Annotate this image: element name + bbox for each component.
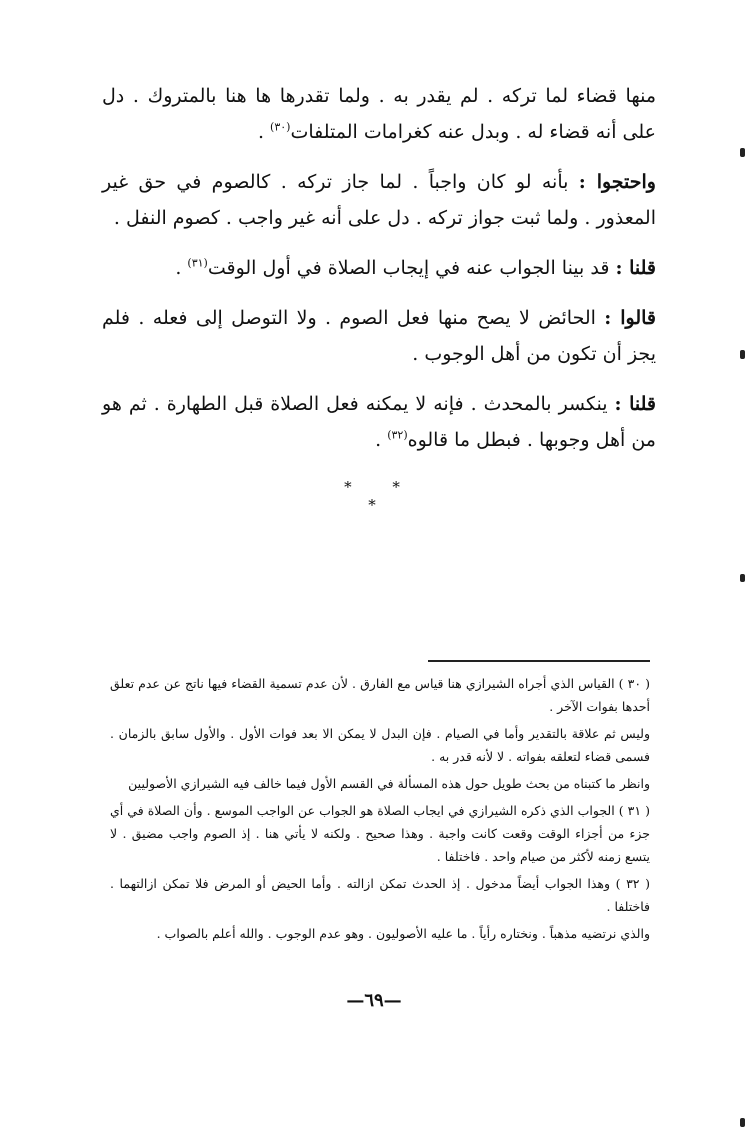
footnote-ref-32: (٣٢) bbox=[387, 428, 408, 442]
main-text bbox=[102, 78, 656, 472]
lead-word: قلنا : bbox=[614, 393, 656, 415]
section-separator: * * * bbox=[344, 478, 418, 514]
lead-word: واحتجوا : bbox=[578, 171, 656, 193]
footnote-30: ( ٣٠ ) القياس الذي أجراه الشيرازي هنا قياس مع الفارق . لأن عدم تسمية القضاء فيها ناتج عن عدم تعلق أحدها بفوات الآخر . bbox=[110, 676, 650, 714]
footnote-31: ( ٣١ ) الجواب الذي ذكره الشيرازي في ايجاب الصلاة هو الجواب عن الواجب الموسع . وأن الصلاة في أي جزء من أجزاء الوقت وقعت كانت واجبة . وهذا صحيح . ولكنه لا يأتي هنا . إذ الصوم واجب مضيق . لا يتسع زمنه لأكثر من صيام واحد . فاختلفا . bbox=[110, 803, 650, 864]
footnote-divider bbox=[428, 660, 650, 662]
footnote-ref-31: (٣١) bbox=[187, 256, 208, 270]
paragraph-3: قلنا : قد بينا الجواب عنه في إيجاب الصلاة في أول الوقت$^{(٣١)}$ . bbox=[175, 256, 656, 279]
footnote-30-continued: وليس ثم علاقة بالتقدير وأما في الصيام . فإن البدل لا يمكن الا بعد فوات الأول . والأول سابق بالزمان . فسمى قضاء لتعلقه بفواته . لا لأنه قدر به . bbox=[110, 726, 650, 764]
footnote-30-reference: وانظر ما كتبناه من بحث طويل حول هذه المسألة في القسم الأول فيما خالف فيه الشيرازي الأصوليين bbox=[128, 776, 650, 791]
footnote-ref-30: (٣٠) bbox=[270, 120, 291, 134]
lead-word: قالوا : bbox=[604, 307, 656, 329]
paragraph-4: قالوا : الحائض لا يصح منها فعل الصوم . ولا التوصل إلى فعله . فلم يجز أن تكون من أهل الوجوب . bbox=[102, 307, 656, 365]
footnotes bbox=[110, 672, 650, 949]
lead-word: قلنا : bbox=[615, 257, 656, 279]
paragraph-5: قلنا : ينكسر بالمحدث . فإنه لا يمكنه فعل الصلاة قبل الطهارة . ثم هو من أهل وجوبها . فبطل ما قالوه$^{(٣٢)}$ . bbox=[102, 393, 656, 451]
margin-mark bbox=[740, 148, 745, 157]
paragraph-2: واحتجوا : بأنه لو كان واجباً . لما جاز تركه . كالصوم في حق غير المعذور . ولما ثبت جواز تركه . دل على أنه غير واجب . كصوم النفل . bbox=[102, 171, 656, 229]
margin-mark bbox=[740, 574, 745, 582]
margin-mark bbox=[740, 1118, 745, 1127]
footnote-32: ( ٣٢ ) وهذا الجواب أيضاً مدخول . إذ الحدث تمكن ازالته . وأما الحيض أو المرض فلا تمكن ازالتهما . فاختلفا . bbox=[110, 876, 650, 914]
footnote-32-conclusion: والذي نرتضيه مذهباً . ونختاره رأياً . ما عليه الأصوليون . وهو عدم الوجوب . والله أعلم بالصواب . bbox=[156, 926, 650, 941]
margin-mark bbox=[740, 350, 745, 359]
paragraph-1: منها قضاء لما تركه . لم يقدر به . ولما تقدرها ها هنا بالمتروك . دل على أنه قضاء له . وبدل عنه كغرامات المتلفات$^{(٣٠)}$ . bbox=[102, 85, 656, 143]
page-number: —٦٩— bbox=[346, 990, 402, 1011]
